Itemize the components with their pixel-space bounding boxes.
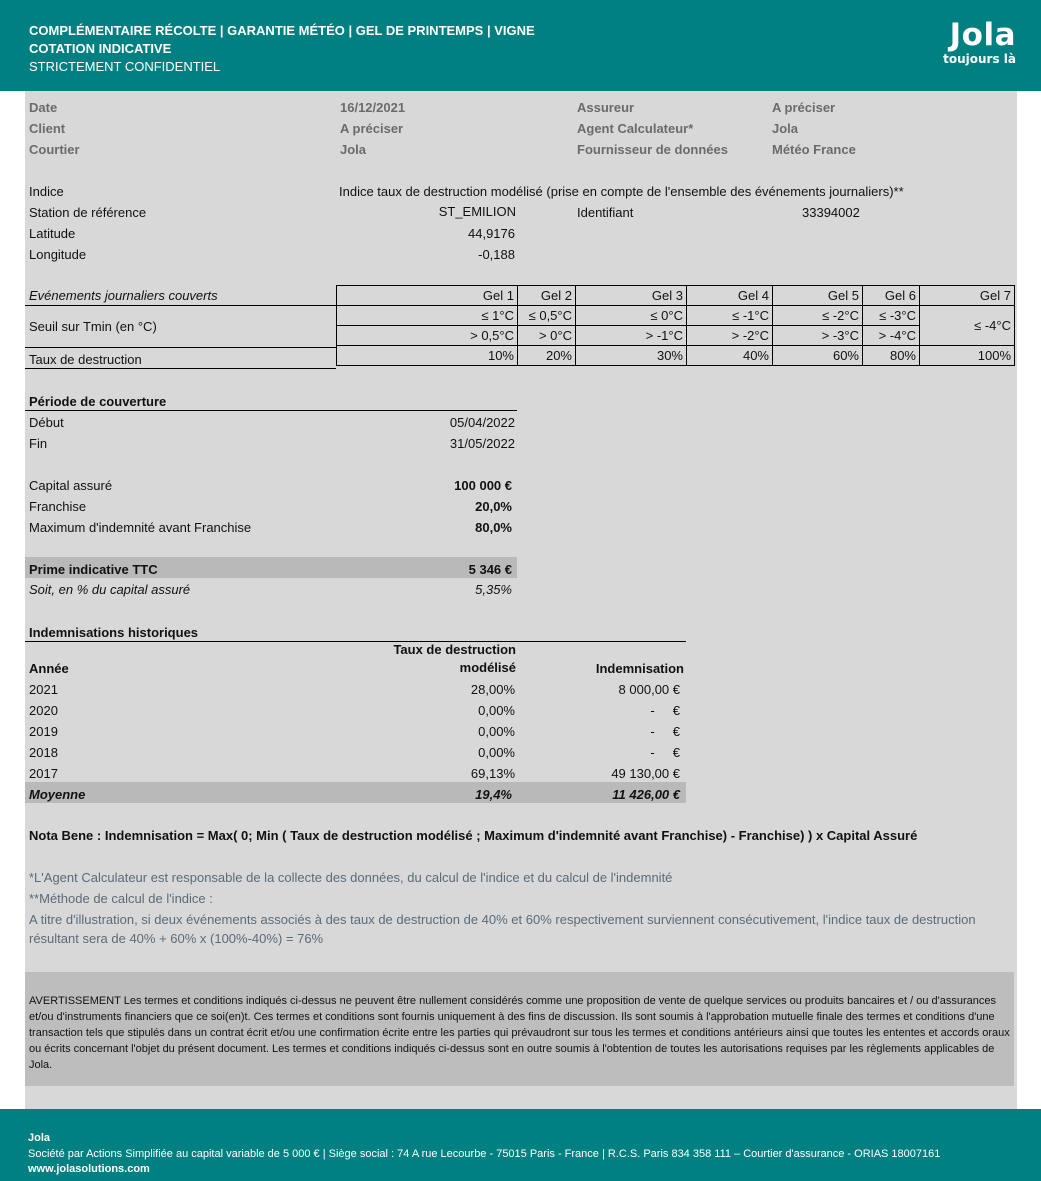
date-label: Date	[29, 100, 58, 115]
longitude-value: -0,188	[478, 247, 515, 262]
logo-tagline: toujours là	[943, 52, 1016, 66]
events-lower-threshold-row	[337, 326, 1015, 346]
soit-label: Soit, en % du capital assuré	[29, 582, 191, 597]
nota-bene: Nota Bene : Indemnisation = Max( 0; Min ( Taux de destruction modélisé ; Maximum d'indemnité avant Franchise) - Franchise) ) x Capital Assuré	[29, 828, 918, 843]
event-col-name: Gel 1	[337, 286, 518, 306]
seuil-label: Seuil sur Tmin (en °C)	[29, 319, 157, 334]
soit-value: 5,35%	[475, 582, 512, 597]
historique-title: Indemnisations historiques	[29, 625, 199, 640]
event-rate: 10%	[337, 346, 518, 366]
col-taux-header-line2: modélisé	[459, 660, 516, 675]
row-annee: 2021	[29, 682, 58, 697]
event-lower-threshold: > -1°C	[576, 326, 687, 346]
latitude-value: 44,9176	[468, 226, 515, 241]
row-taux: 0,00%	[478, 724, 515, 739]
seuil-underline	[25, 347, 336, 348]
events-title-underline	[25, 305, 336, 306]
event-col-name: Gel 3	[576, 286, 687, 306]
agent-note: *L'Agent Calculateur est responsable de la collecte des données, du calcul de l'indice et du calcul de l'indemnité	[29, 870, 673, 885]
col-annee-header: Année	[29, 661, 69, 676]
warning-text: AVERTISSEMENT Les termes et conditions indiqués ci-dessus ne peuvent être nullement considérés comme une proposition de vente de quelque services ou produits bancaires et / ou d'assurances et/ou d'instruments financiers que ce soi(en)t. Ces termes et conditions sont fournis uniquement à des fins de discussion. Ils sont soumis à l'approbation mutuelle finale des termes et conditions d'une transaction tels que stipulés dans un contrat écrit et/ou une confirmation écrite entre les parties qui prévaudront sur tous les termes et conditions antérieurs ainsi que toutes les ententes et accords oraux ou écrits concernant l'objet du présent document. Les termes et conditions indiqués ci-dessus sont en outre soumis à l'obtention de toutes les autorisations requises par les règlements applicables de Jola.	[29, 995, 1010, 1071]
event-rate: 20%	[518, 346, 576, 366]
header-confidential: STRICTEMENT CONFIDENTIEL	[29, 59, 221, 74]
max-indemnite-value: 80,0%	[475, 520, 512, 535]
event-col-name: Gel 2	[518, 286, 576, 306]
footer-company: Jola	[28, 1132, 51, 1144]
taux-underline	[25, 368, 336, 369]
event-rate: 100%	[920, 346, 1015, 366]
event-col-name: Gel 4	[687, 286, 773, 306]
row-taux: 69,13%	[470, 766, 515, 781]
client-value: A préciser	[340, 121, 404, 136]
logo-main-text: Jola	[949, 17, 1016, 53]
row-indem: - €	[650, 745, 680, 760]
identifiant-label: Identifiant	[577, 205, 634, 220]
identifiant-value: 33394002	[802, 205, 860, 220]
assureur-value: A préciser	[772, 100, 836, 115]
event-upper-threshold: ≤ 0°C	[576, 306, 687, 326]
header-quote-type: COTATION INDICATIVE	[29, 41, 172, 56]
illustration-line2: résultant sera de 40% + 60% x (100%-40%) = 76%	[29, 931, 324, 946]
debut-value: 05/04/2022	[449, 415, 515, 430]
jola-logo	[916, 18, 1016, 72]
col-indem-header: Indemnisation	[595, 661, 684, 676]
event-lower-threshold: > 0°C	[518, 326, 576, 346]
col-taux-header-line1: Taux de destruction	[393, 642, 516, 657]
row-taux: 0,00%	[478, 703, 515, 718]
event-upper-threshold: ≤ 0,5°C	[518, 306, 576, 326]
events-upper-threshold-row	[337, 306, 1015, 326]
event-upper-threshold: ≤ -2°C	[773, 306, 863, 326]
indice-value: Indice taux de destruction modélisé (prise en compte de l'ensemble des événements journaliers)**	[339, 184, 904, 199]
event-rate: 30%	[576, 346, 687, 366]
illustration-line1: A titre d'illustration, si deux événements associés à des taux de destruction de 40% et 60% respectivement surviennent consécutivement, l'indice taux de destruction	[29, 912, 976, 927]
footer	[0, 1109, 1041, 1181]
indice-label: Indice	[29, 184, 64, 199]
event-col-name: Gel 7	[920, 286, 1015, 306]
longitude-label: Longitude	[29, 247, 87, 262]
warning-box	[25, 972, 1014, 1086]
capital-value: 100 000 €	[454, 478, 512, 493]
capital-label: Capital assuré	[29, 478, 113, 493]
event-rate: 40%	[687, 346, 773, 366]
event-lower-threshold: > -3°C	[773, 326, 863, 346]
row-indem: - €	[650, 724, 680, 739]
periode-title: Période de couverture	[29, 394, 167, 409]
fournisseur-label: Fournisseur de données	[577, 142, 728, 157]
moyenne-indem: 11 426,00 €	[612, 787, 680, 802]
row-indem: 8 000,00 €	[618, 682, 680, 697]
row-taux: 0,00%	[478, 745, 515, 760]
courtier-value: Jola	[340, 142, 367, 157]
row-indem: - €	[650, 703, 680, 718]
station-value: ST_EMILION	[438, 204, 516, 219]
event-upper-threshold: ≤ -4°C	[920, 306, 1015, 346]
client-label: Client	[29, 121, 66, 136]
header-banner	[0, 0, 1041, 91]
latitude-label: Latitude	[29, 226, 76, 241]
station-label: Station de référence	[29, 205, 147, 220]
row-annee: 2019	[29, 724, 58, 739]
moyenne-taux: 19,4%	[475, 787, 512, 802]
max-indemnite-label: Maximum d'indemnité avant Franchise	[29, 520, 252, 535]
debut-label: Début	[29, 415, 64, 430]
agent-value: Jola	[772, 121, 799, 136]
event-lower-threshold: > 0,5°C	[337, 326, 518, 346]
footer-legal: Société par Actions Simplifiée au capital variable de 5 000 € | Siège social : 74 A rue Lecourbe - 75015 Paris - France | R.C.S. Paris 834 358 111 – Courtier d'assurance - ORIAS 18007161	[28, 1148, 941, 1160]
franchise-value: 20,0%	[475, 499, 512, 514]
prime-value: 5 346 €	[468, 562, 512, 577]
taux-label: Taux de destruction	[29, 352, 142, 367]
row-annee: 2020	[29, 703, 58, 718]
franchise-label: Franchise	[29, 499, 87, 514]
event-upper-threshold: ≤ -1°C	[687, 306, 773, 326]
footer-website-link[interactable]: www.jolasolutions.com	[28, 1163, 150, 1175]
event-rate: 80%	[863, 346, 920, 366]
periode-underline	[25, 410, 517, 411]
prime-label: Prime indicative TTC	[29, 562, 158, 577]
date-value: 16/12/2021	[340, 100, 406, 115]
events-title: Evénements journaliers couverts	[29, 288, 218, 303]
events-table	[336, 285, 1015, 366]
row-annee: 2018	[29, 745, 58, 760]
courtier-label: Courtier	[29, 142, 80, 157]
row-annee: 2017	[29, 766, 58, 781]
row-indem: 49 130,00 €	[611, 766, 680, 781]
events-rate-row	[337, 346, 1015, 366]
event-col-name: Gel 6	[863, 286, 920, 306]
event-lower-threshold: > -4°C	[863, 326, 920, 346]
fin-value: 31/05/2022	[449, 436, 515, 451]
document-body	[25, 91, 1017, 1109]
moyenne-label: Moyenne	[29, 787, 86, 802]
fournisseur-value: Météo France	[772, 142, 856, 157]
event-lower-threshold: > -2°C	[687, 326, 773, 346]
assureur-label: Assureur	[577, 100, 635, 115]
event-rate: 60%	[773, 346, 863, 366]
header-product-line: COMPLÉMENTAIRE RÉCOLTE | GARANTIE MÉTÉO | GEL DE PRINTEMPS | VIGNE	[29, 23, 535, 38]
agent-label: Agent Calculateur*	[577, 121, 694, 136]
event-upper-threshold: ≤ 1°C	[337, 306, 518, 326]
fin-label: Fin	[29, 436, 48, 451]
event-col-name: Gel 5	[773, 286, 863, 306]
methode-note: **Méthode de calcul de l'indice :	[29, 891, 213, 906]
events-header-row	[337, 286, 1015, 306]
row-taux: 28,00%	[470, 682, 515, 697]
event-upper-threshold: ≤ -3°C	[863, 306, 920, 326]
